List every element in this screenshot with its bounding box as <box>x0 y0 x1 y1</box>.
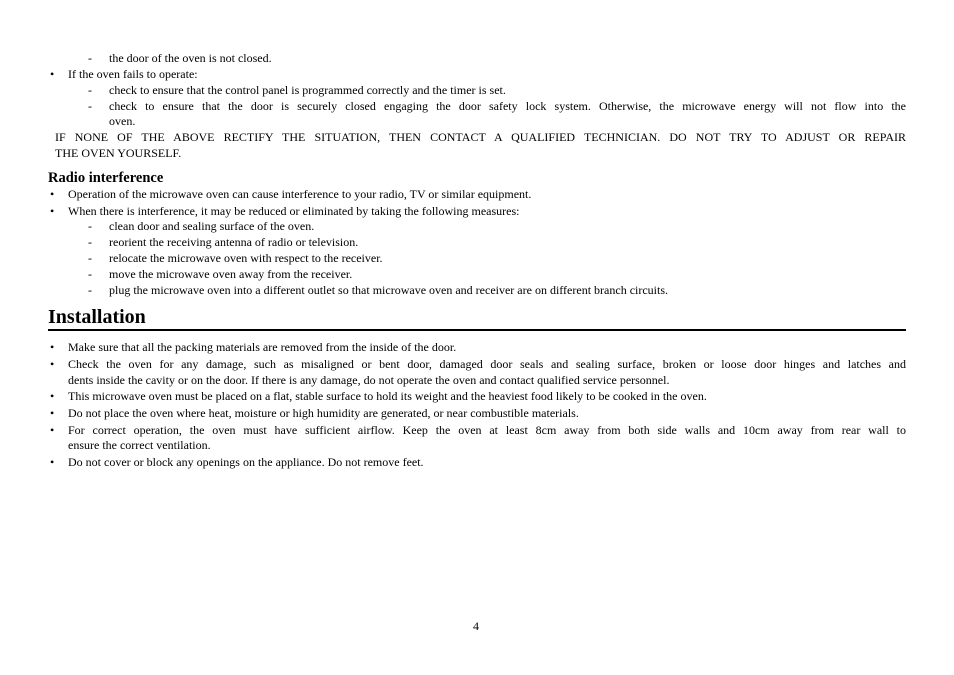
sub-item-relocate-oven: relocate the microwave oven with respect to the receiver. <box>109 251 383 265</box>
bullet-marker: • <box>50 204 55 218</box>
dash-marker: - <box>88 51 92 65</box>
dash-marker: - <box>88 251 92 265</box>
bullet-marker: • <box>50 406 55 420</box>
section-title-installation: Installation <box>48 306 146 328</box>
bullet-marker: • <box>50 423 55 437</box>
bullet-marker: • <box>50 389 55 403</box>
bullet-marker: • <box>50 67 55 81</box>
dash-marker: - <box>88 219 92 233</box>
list-item-interference-measures: When there is interference, it may be reduced or eliminated by taking the following measures: <box>68 204 520 218</box>
sub-item-reorient-antenna: reorient the receiving antenna of radio or television. <box>109 235 359 249</box>
section-divider <box>48 329 906 331</box>
bullet-marker: • <box>50 455 55 469</box>
dash-marker: - <box>88 283 92 297</box>
sub-item-door-lock-line1: check to ensure that the door is securely closed engaging the door safety lock system. Otherwise, the microwave energy will not flow into the <box>109 99 906 113</box>
sub-item-door-not-closed: the door of the oven is not closed. <box>109 51 272 65</box>
dash-marker: - <box>88 267 92 281</box>
list-item-check-damage-line2: dents inside the cavity or on the door. If there is any damage, do not operate the oven and contact qualified service personnel. <box>68 373 670 387</box>
sub-item-control-panel: check to ensure that the control panel is programmed correctly and the timer is set. <box>109 83 506 97</box>
warning-caps-line2: THE OVEN YOURSELF. <box>55 146 182 160</box>
list-item-airflow-line2: ensure the correct ventilation. <box>68 438 211 452</box>
list-item-oven-fails: If the oven fails to operate: <box>68 67 198 81</box>
sub-item-different-outlet: plug the microwave oven into a different outlet so that microwave oven and receiver are on different branch circuits. <box>109 283 669 297</box>
bullet-marker: • <box>50 187 55 201</box>
list-item-openings: Do not cover or block any openings on the appliance. Do not remove feet. <box>68 455 424 469</box>
list-item-flat-surface: This microwave oven must be placed on a flat, stable surface to hold its weight and the heaviest food likely to be cooked in the oven. <box>68 389 707 403</box>
list-item-interference-cause: Operation of the microwave oven can cause interference to your radio, TV or similar equipment. <box>68 187 532 201</box>
dash-marker: - <box>88 83 92 97</box>
list-item-packing-materials: Make sure that all the packing materials are removed from the inside of the door. <box>68 340 457 354</box>
sub-item-clean-door: clean door and sealing surface of the oven. <box>109 219 315 233</box>
warning-caps-line1: IF NONE OF THE ABOVE RECTIFY THE SITUATION, THEN CONTACT A QUALIFIED TECHNICIAN. DO NOT TRY TO ADJUST OR REPAIR <box>55 130 906 144</box>
list-item-heat-moisture: Do not place the oven where heat, moisture or high humidity are generated, or near combustible materials. <box>68 406 579 420</box>
section-title-radio-interference: Radio interference <box>48 170 164 186</box>
bullet-marker: • <box>50 340 55 354</box>
dash-marker: - <box>88 235 92 249</box>
page-number: 4 <box>473 619 479 633</box>
bullet-marker: • <box>50 357 55 371</box>
list-item-check-damage-line1: Check the oven for any damage, such as misaligned or bent door, damaged door seals and sealing surface, broken or loose door hinges and latches and <box>68 357 906 371</box>
dash-marker: - <box>88 99 92 113</box>
sub-item-move-away: move the microwave oven away from the receiver. <box>109 267 353 281</box>
sub-item-door-lock-line2: oven. <box>109 114 136 128</box>
list-item-airflow-line1: For correct operation, the oven must have sufficient airflow. Keep the oven at least 8cm away from both side walls and 10cm away from rear wall to <box>68 423 906 437</box>
